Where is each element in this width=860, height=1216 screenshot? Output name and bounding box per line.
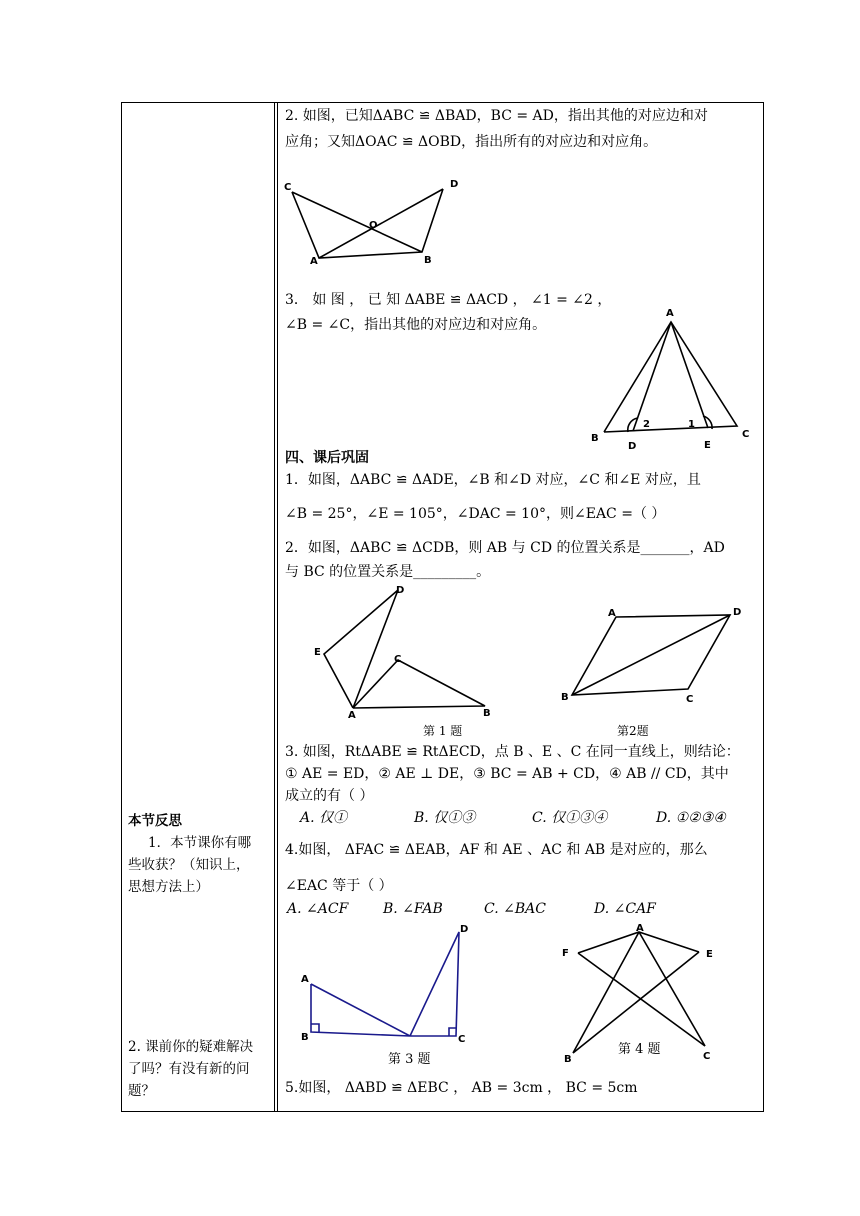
reflection-q1-line1: 1．本节课你有哪: [148, 835, 252, 851]
fig-2-label-c: C: [686, 694, 694, 705]
p2-line1: 2. 如图，已知ΔABC ≌ ΔBAD，BC = AD，指出其他的对应边和对: [285, 108, 708, 124]
s4-q2-line1: 2．如图，ΔABC ≌ ΔCDB，则 AB 与 CD 的位置关系是_______，AD: [285, 540, 725, 556]
s4-q4-option-b: B. ∠FAB: [383, 901, 443, 917]
fig-1-label-a: A: [348, 710, 356, 721]
s4-q3-option-c: C. 仅①③④: [532, 810, 608, 826]
fig-1-label-d: D: [396, 585, 405, 596]
s4-q4-option-a: A. ∠ACF: [287, 901, 349, 917]
figure-3: [298, 922, 478, 1050]
column-divider: [274, 102, 278, 1112]
fig-b-label-1: 1: [688, 419, 695, 430]
fig-2-label-a: A: [608, 608, 616, 619]
s4-q3-option-d: D. ①②③④: [656, 810, 726, 826]
s4-q1-line1: 1．如图，ΔABC ≌ ΔADE，∠B 和∠D 对应，∠C 和∠E 对应，且: [285, 472, 701, 488]
p2-line2: 应角；又知ΔOAC ≌ ΔOBD，指出所有的对应边和对应角。: [285, 134, 658, 150]
fig-b-label-a: A: [666, 308, 674, 319]
s4-q3-line2: ① AE = ED，② AE ⊥ DE，③ BC = AB + CD，④ AB // CD，其中: [285, 766, 729, 782]
s4-q3-option-a: A. 仅①: [300, 810, 348, 826]
fig-b-label-b: B: [591, 433, 599, 444]
fig-a-label-a: A: [310, 256, 318, 267]
caption-fig-4: 第 4 题: [618, 1042, 661, 1057]
fig-a-label-d: D: [450, 179, 459, 190]
s4-q5-line1: 5.如图， ΔABD ≌ ΔEBC ， AB = 3cm ， BC = 5cm: [285, 1080, 638, 1096]
fig-a-label-c: C: [284, 182, 292, 193]
fig-1-label-e: E: [314, 647, 321, 658]
fig-4-label-c: C: [703, 1051, 711, 1062]
s4-q4-option-d: D. ∠CAF: [594, 901, 656, 917]
caption-fig-3: 第 3 题: [388, 1052, 431, 1067]
s4-q2-line2: 与 BC 的位置关系是_________。: [285, 564, 491, 580]
figure-2: [558, 603, 748, 703]
fig-1-label-c: C: [394, 654, 402, 665]
figure-b: [588, 306, 758, 454]
reflection-heading: 本节反思: [128, 813, 182, 829]
reflection-q1-line2: 些收获？（知识上，: [128, 857, 250, 873]
reflection-q1-line3: 思想方法上）: [128, 879, 209, 895]
fig-4-label-a: A: [636, 923, 644, 934]
fig-b-label-d: D: [628, 441, 637, 452]
s4-q3-line3: 成立的有（ ）: [285, 788, 374, 804]
s4-q3-option-b: B. 仅①③: [414, 810, 476, 826]
fig-2-label-d: D: [733, 607, 742, 618]
fig-4-label-e: E: [706, 949, 713, 960]
s4-q4-option-c: C. ∠BAC: [484, 901, 546, 917]
fig-3-label-b: B: [301, 1032, 309, 1043]
s4-q4-line2: ∠EAC 等于（ ）: [285, 878, 393, 894]
s4-q4-line1: 4.如图， ΔFAC ≌ ΔEAB，AF 和 AE 、AC 和 AB 是对应的，那么: [285, 842, 708, 858]
fig-1-label-b: B: [483, 708, 491, 719]
caption-fig-2: 第2题: [617, 724, 649, 738]
fig-a-label-o: O: [369, 220, 378, 231]
p3-line2: ∠B = ∠C，指出其他的对应边和对应角。: [285, 317, 547, 333]
reflection-q2-line3: 题？: [128, 1083, 155, 1099]
s4-q3-line1: 3. 如图，RtΔABE ≌ RtΔECD，点 B 、E 、C 在同一直线上，则结论：: [285, 744, 740, 760]
reflection-q2-line2: 了吗？有没有新的问: [128, 1061, 250, 1077]
fig-4-label-f: F: [562, 948, 569, 959]
section-4-heading: 四、课后巩固: [285, 450, 369, 466]
fig-b-label-e: E: [704, 440, 711, 451]
fig-b-label-2: 2: [643, 419, 650, 430]
s4-q1-line2: ∠B = 25°，∠E = 105°，∠DAC = 10°，则∠EAC =（ ）: [285, 506, 666, 522]
p3-line1: 3． 如 图 ， 已 知 ΔABE ≌ ΔACD ， ∠1 = ∠2 ，: [285, 292, 612, 308]
figure-1: [310, 584, 500, 720]
fig-a-label-b: B: [424, 255, 432, 266]
fig-3-label-d: D: [460, 924, 469, 935]
fig-2-label-b: B: [561, 692, 569, 703]
fig-3-label-c: C: [458, 1034, 466, 1045]
caption-fig-1: 第 1 题: [423, 724, 463, 738]
figure-a: [283, 176, 473, 266]
fig-b-label-c: C: [742, 429, 750, 440]
fig-4-label-b: B: [564, 1054, 572, 1065]
fig-3-label-a: A: [301, 974, 309, 985]
reflection-q2-line1: 2. 课前你的疑难解决: [128, 1039, 254, 1055]
